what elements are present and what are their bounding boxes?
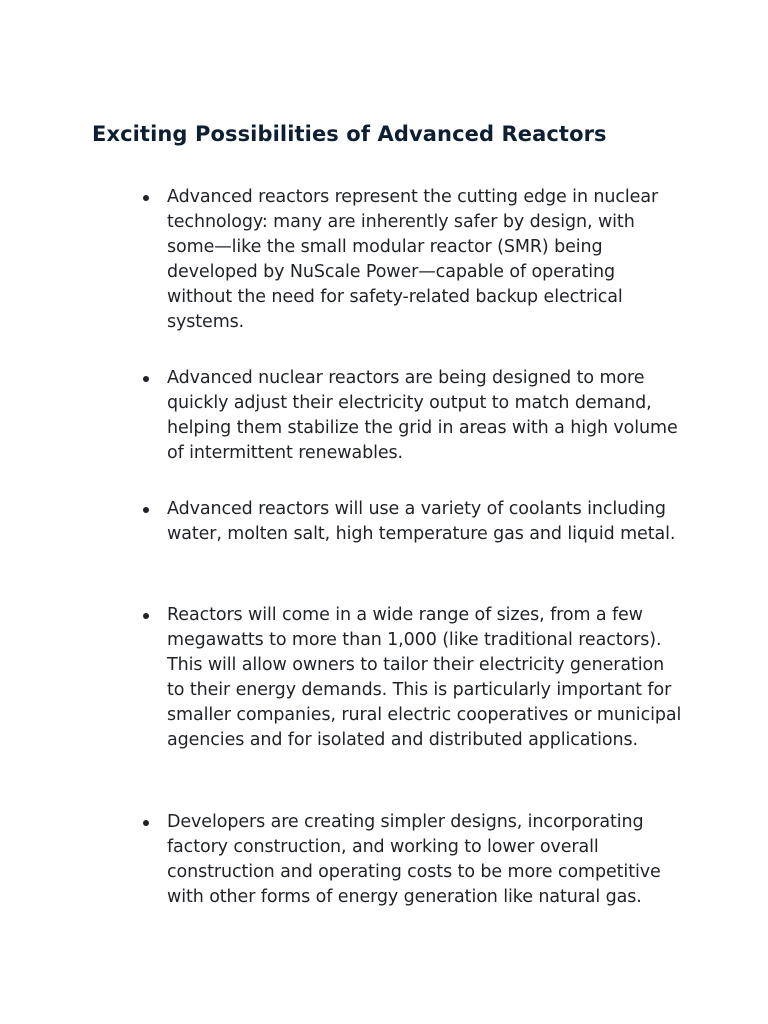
bullet-icon: [143, 507, 149, 513]
bullet-icon: [143, 376, 149, 382]
page-title: Exciting Possibilities of Advanced Reactors: [92, 122, 607, 146]
list-item-text: Advanced reactors represent the cutting edge in nuclear technology: many are inherently safer by design, with some—like the small modular reactor (SMR) being developed by NuScale Power—capable of operating without the need for safety-related backup electrical systems.: [167, 187, 659, 332]
list-item-text: Advanced reactors will use a variety of coolants including water, molten salt, high temperature gas and liquid metal.: [167, 499, 676, 544]
list-item-text: Developers are creating simpler designs, incorporating factory construction, and working to lower overall construction and operating costs to be more competitive with other forms of energy generation like natural gas.: [167, 812, 661, 907]
list-item-text: Reactors will come in a wide range of sizes, from a few megawatts to more than 1,000 (like traditional reactors). This will allow owners to tailor their electricity generation to their energy demands. This is particularly important for smaller companies, rural electric cooperatives or municipal agencies and for isolated and distributed applications.: [167, 605, 682, 750]
bullet-icon: [143, 195, 149, 201]
list-item-text: Advanced nuclear reactors are being designed to more quickly adjust their electricity output to match demand, helping them stabilize the grid in areas with a high volume of intermittent renewables.: [167, 368, 678, 463]
bullet-icon: [143, 820, 149, 826]
bullet-icon: [143, 613, 149, 619]
